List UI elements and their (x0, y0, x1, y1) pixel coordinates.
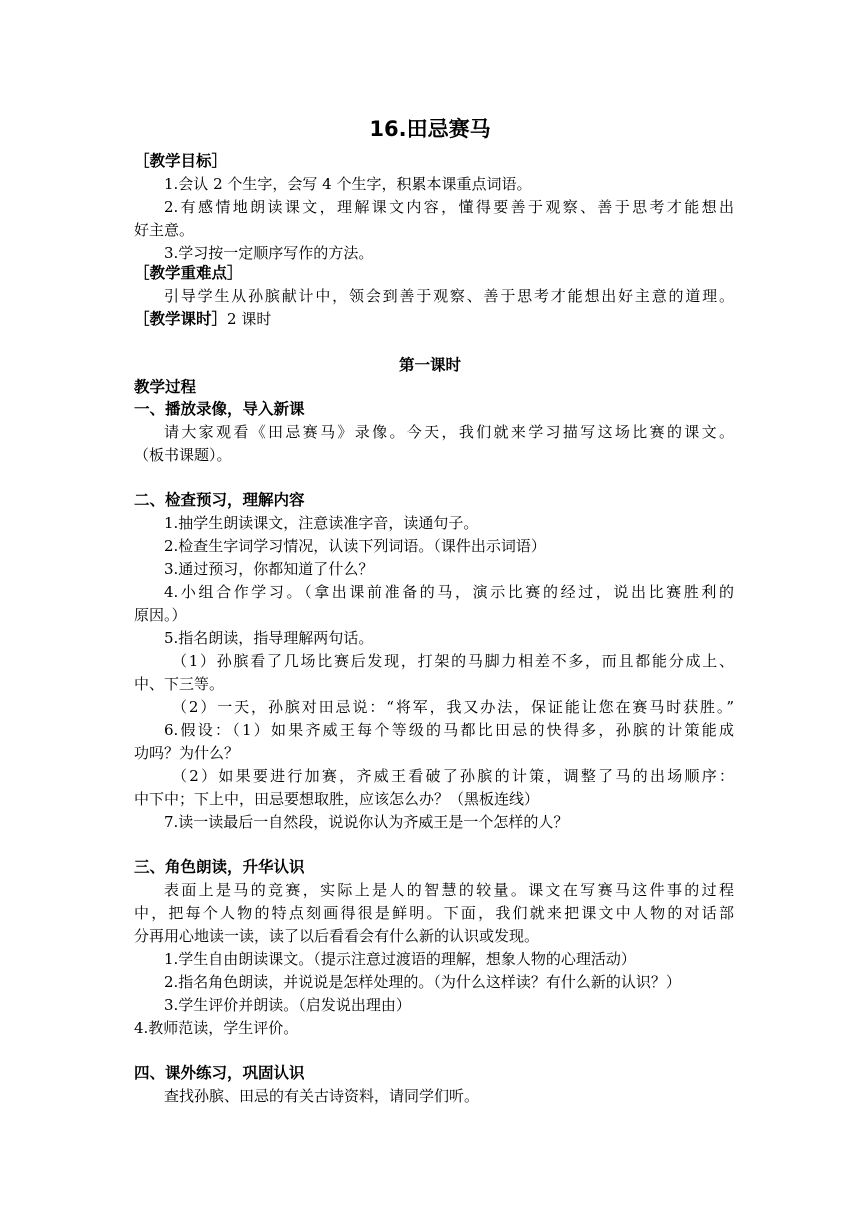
objective-item: 2.有感情地朗读课文，理解课文内容，懂得要善于观察、善于思考才能想出 (164, 198, 734, 216)
hours-line (134, 308, 734, 330)
list-item: 6.假设：（1）如果齐威王每个等级的马都比田忌的快得多，孙膑的计策能成 (164, 721, 734, 739)
paragraph-line: 分再用心地读一读，读了以后看看会有什么新的认识或发现。 (134, 927, 540, 945)
paragraph-line: 查找孙膑、田忌的有关古诗资料，请同学们听。 (164, 1087, 480, 1105)
objective-item: 3.学习按一定顺序写作的方法。 (164, 244, 374, 262)
sub-item: （2）如果要进行加赛，齐威王看破了孙膑的计策，调整了马的出场顺序： (172, 767, 734, 785)
sub-item: （1）孙膑看了几场比赛后发现，打架的马脚力相差不多，而且都能分成上、 (172, 652, 734, 670)
list-item: 5.指名朗读，指导理解两句话。 (164, 629, 374, 647)
list-item: 7.读一读最后一自然段，说说你认为齐威王是一个怎样的人？ (164, 813, 569, 831)
paragraph-line: 请大家观看《田忌赛马》录像。今天，我们就来学习描写这场比赛的课文。 (164, 423, 734, 441)
list-item-cont: 功吗？为什么？ (134, 744, 240, 762)
list-item-cont: 原因。） (134, 606, 187, 624)
section-heading: 二、检查预习，理解内容 (134, 491, 305, 509)
process-heading: 教学过程 (134, 378, 197, 396)
paragraph-line: 中，把每个人物的特点刻画得很是鲜明。下面，我们就来把课文中人物的对话部 (134, 904, 734, 922)
sub-item-cont: 中下中；下上中，田忌要想取胜，应该怎么办？（黑板连线） (134, 790, 540, 808)
paragraph-line: 表面上是马的竞赛，实际上是人的智慧的较量。课文在写赛马这件事的过程 (164, 881, 734, 899)
section-heading: 三、角色朗读，升华认识 (134, 858, 305, 876)
section-heading: 四、课外练习，巩固认识 (134, 1064, 305, 1082)
sub-item: （2）一天，孙膑对田忌说：“将军，我又办法，保证能让您在赛马时获胜。” (172, 698, 734, 716)
objective-item-cont: 好主意。 (134, 221, 195, 239)
list-item: 4.教师范读，学生评价。 (134, 1019, 299, 1037)
objectives-heading: ［教学目标］ (134, 152, 228, 170)
list-item: 1.学生自由朗读课文。（提示注意过渡语的理解，想象人物的心理活动） (164, 950, 636, 968)
list-item: 4.小组合作学习。（拿出课前准备的马，演示比赛的经过，说出比赛胜利的 (164, 583, 734, 601)
paragraph-line: （板书课题）。 (134, 446, 232, 464)
list-item: 2.指名角色朗读，并说说是怎样处理的。（为什么这样读？有什么新的认识？） (164, 973, 681, 991)
key-points-heading: ［教学重难点］ (134, 264, 243, 282)
lesson-title: 第一课时 (398, 356, 461, 374)
list-item: 3.学生评价并朗读。（启发说出理由） (164, 996, 411, 1014)
hours-heading: ［教学课时］ (134, 310, 228, 328)
list-item: 1.抽学生朗读课文，注意读准字音，读通句子。 (164, 514, 479, 532)
sub-item-cont: 中、下三等。 (134, 675, 225, 693)
section-heading: 一、播放录像，导入新课 (134, 400, 305, 418)
list-item: 2.检查生字词学习情况，认读下列词语。（课件出示词语） (164, 537, 546, 555)
key-points-text: 引导学生从孙膑献计中，领会到善于观察、善于思考才能想出好主意的道理。 (164, 287, 734, 305)
document-title: 16.田忌赛马 (369, 117, 491, 141)
list-item: 3.通过预习，你都知道了什么？ (164, 560, 374, 578)
objective-item: 1.会认 2 个生字，会写 4 个生字，积累本课重点词语。 (164, 175, 532, 193)
hours-value: 2 课时 (227, 310, 272, 328)
